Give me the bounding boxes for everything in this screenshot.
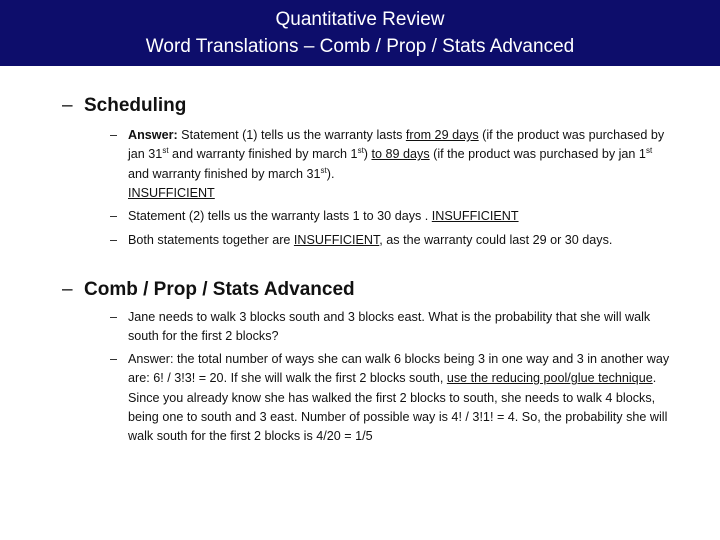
answer-label: Answer: xyxy=(128,128,178,142)
bullet-dash: – xyxy=(62,279,73,300)
slide-header xyxy=(0,0,720,66)
bullet-dash: – xyxy=(110,310,118,324)
list-item xyxy=(110,231,673,250)
underlined-text: use the reducing pool/glue technique xyxy=(446,371,653,386)
superscript: st xyxy=(645,146,653,156)
list-item xyxy=(110,207,673,226)
underlined-text: INSUFFICIENT xyxy=(293,233,380,247)
underlined-text: to 89 days xyxy=(371,147,430,162)
bullet-dash: – xyxy=(110,128,118,142)
superscript: st xyxy=(357,146,364,156)
section-heading-text: Scheduling xyxy=(84,95,187,116)
superscript: st xyxy=(162,146,169,156)
section-heading-scheduling xyxy=(62,95,186,117)
header-title: Quantitative Review xyxy=(275,9,445,30)
underlined-text: INSUFFICIENT xyxy=(431,209,519,223)
bullet-dash: – xyxy=(110,209,118,223)
text-segment: Answer: the total number of ways she can walk 6 blocks being 3 in one way and 3 in another way are: 6! / 3!3! = 20. If she will walk the first 2 blocks south, xyxy=(128,352,670,386)
text-segment: and warranty finished by march 31 xyxy=(128,166,321,181)
bullet-dash: – xyxy=(110,352,118,366)
text-segment: , as the warranty could last 29 or 30 days. xyxy=(379,233,613,247)
list-item xyxy=(110,350,673,446)
section-heading-comb-prop-stats xyxy=(62,279,355,301)
text-segment: ). xyxy=(326,166,335,181)
text-segment: ) xyxy=(363,147,372,162)
text-segment: Jane needs to walk 3 blocks south and 3 blocks east. What is the probability that she will walk south for the first 2 blocks? xyxy=(128,310,651,344)
header-subtitle: Word Translations – Comb / Prop / Stats Advanced xyxy=(145,36,575,57)
text-segment: Both statements together are xyxy=(128,233,294,247)
superscript: st xyxy=(320,165,327,175)
bullet-dash: – xyxy=(62,95,73,116)
text-segment: Statement (1) tells us the warranty lasts xyxy=(177,128,406,142)
bullet-dash: – xyxy=(110,233,118,247)
section-heading-text: Comb / Prop / Stats Advanced xyxy=(84,279,355,300)
text-segment: . Since you already know she has walked the first 2 blocks to south, she needs to walk 4 blocks, being one to south and 3 east. Number of possible way is 4! / 3!1! = 4. So, the probability she will walk south for the first 2 blocks is 4/20 = 1/5 xyxy=(128,371,668,444)
text-segment: (if the product was purchased by jan 31 xyxy=(128,128,665,162)
underlined-text: from 29 days xyxy=(405,128,479,142)
text-segment: Statement (2) tells us the warranty lasts 1 to 30 days . xyxy=(128,209,432,223)
list-item xyxy=(110,126,673,203)
list-item xyxy=(110,308,673,347)
text-segment: (if the product was purchased by jan 1 xyxy=(429,147,646,162)
text-segment: and warranty finished by march 1 xyxy=(168,147,358,162)
underlined-text: INSUFFICIENT xyxy=(128,185,215,200)
